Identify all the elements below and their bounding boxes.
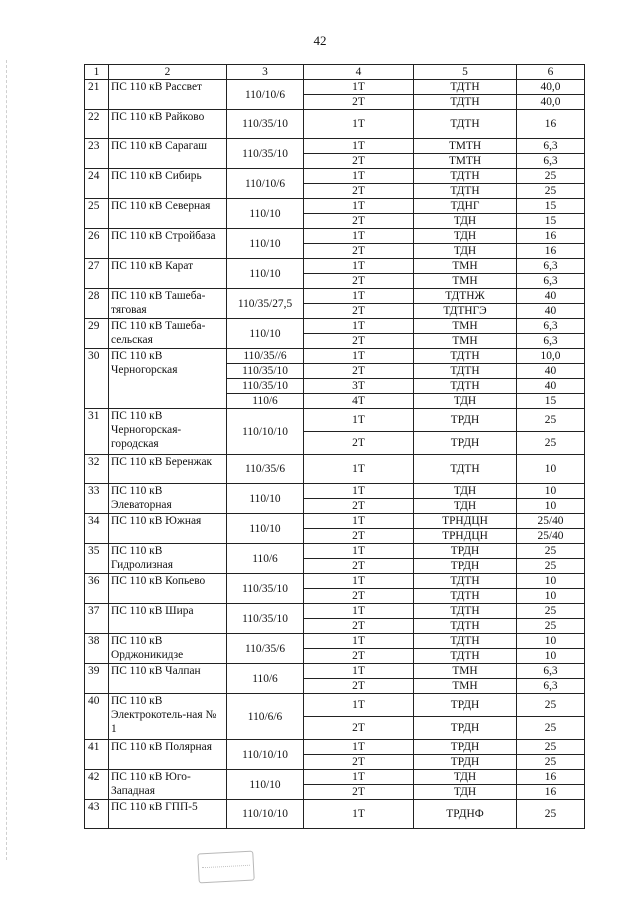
row-number: 22 — [85, 110, 109, 139]
voltage-class: 110/10/6 — [227, 169, 304, 199]
row-number: 34 — [85, 514, 109, 544]
rated-power: 16 — [517, 770, 585, 785]
transformer-type: ТДТН — [414, 589, 517, 604]
substation-name: ПС 110 кВ Рассвет — [109, 80, 227, 110]
rated-power: 25 — [517, 184, 585, 199]
transformer-id: 2Т — [304, 619, 414, 634]
row-number: 27 — [85, 259, 109, 289]
transformer-type: ТРДН — [414, 740, 517, 755]
row-number: 21 — [85, 80, 109, 110]
transformer-type: ТРДН — [414, 717, 517, 740]
transformer-id: 1Т — [304, 169, 414, 184]
transformer-type: ТДТН — [414, 379, 517, 394]
transformer-id: 2Т — [304, 214, 414, 229]
rated-power: 15 — [517, 394, 585, 409]
transformer-id: 4Т — [304, 394, 414, 409]
transformer-id: 1Т — [304, 574, 414, 589]
transformer-id: 2Т — [304, 755, 414, 770]
voltage-class: 110/6 — [227, 664, 304, 694]
transformer-id: 1Т — [304, 319, 414, 334]
transformer-id: 2Т — [304, 244, 414, 259]
table-body — [85, 80, 585, 829]
row-number: 39 — [85, 664, 109, 694]
transformer-id: 2Т — [304, 184, 414, 199]
substation-name: ПС 110 кВ Элеваторная — [109, 484, 227, 514]
voltage-class: 110/35/10 — [227, 574, 304, 604]
transformer-id: 2Т — [304, 364, 414, 379]
transformer-type: ТДН — [414, 244, 517, 259]
transformer-id: 2Т — [304, 304, 414, 319]
transformer-type: ТРДН — [414, 432, 517, 455]
transformer-id: 1Т — [304, 80, 414, 95]
transformer-id: 3Т — [304, 379, 414, 394]
table-row — [85, 604, 585, 619]
table-row — [85, 199, 585, 214]
substation-name: ПС 110 кВ ГПП-5 — [109, 800, 227, 829]
transformer-id: 1Т — [304, 289, 414, 304]
table-row — [85, 80, 585, 95]
transformer-id: 1Т — [304, 800, 414, 829]
rated-power: 6,3 — [517, 319, 585, 334]
voltage-class: 110/6/6 — [227, 694, 304, 740]
column-header: 4 — [304, 65, 414, 80]
rated-power: 15 — [517, 199, 585, 214]
table-header-row — [85, 65, 585, 80]
substation-name: ПС 110 кВ Беренжак — [109, 455, 227, 484]
column-header: 3 — [227, 65, 304, 80]
transformer-type: ТРДН — [414, 755, 517, 770]
row-number: 42 — [85, 770, 109, 800]
transformer-type: ТДН — [414, 214, 517, 229]
rated-power: 16 — [517, 785, 585, 800]
transformer-id: 2Т — [304, 334, 414, 349]
transformer-id: 2Т — [304, 559, 414, 574]
table-row — [85, 634, 585, 649]
transformer-type: ТДТН — [414, 649, 517, 664]
transformer-type: ТРДН — [414, 694, 517, 717]
transformer-id: 1Т — [304, 634, 414, 649]
voltage-class: 110/10 — [227, 514, 304, 544]
transformer-id: 1Т — [304, 139, 414, 154]
rated-power: 25 — [517, 544, 585, 559]
transformer-type: ТДН — [414, 499, 517, 514]
table-row — [85, 694, 585, 717]
transformer-type: ТДН — [414, 229, 517, 244]
transformer-type: ТДТН — [414, 455, 517, 484]
row-number: 43 — [85, 800, 109, 829]
table-row — [85, 484, 585, 499]
transformer-type: ТДТН — [414, 604, 517, 619]
transformer-type: ТДТН — [414, 574, 517, 589]
substation-name: ПС 110 кВ Южная — [109, 514, 227, 544]
transformer-type: ТМТН — [414, 154, 517, 169]
column-header: 6 — [517, 65, 585, 80]
substation-name: ПС 110 кВ Сибирь — [109, 169, 227, 199]
rated-power: 25 — [517, 604, 585, 619]
rated-power: 10 — [517, 499, 585, 514]
rated-power: 6,3 — [517, 259, 585, 274]
voltage-class: 110/10/10 — [227, 740, 304, 770]
table-row — [85, 800, 585, 829]
transformer-id: 2Т — [304, 95, 414, 110]
voltage-class: 110/35/10 — [227, 604, 304, 634]
substation-name: ПС 110 кВ Шира — [109, 604, 227, 634]
substation-name: ПС 110 кВ Черногорская-городская — [109, 409, 227, 455]
transformer-type: ТМТН — [414, 139, 517, 154]
transformer-type: ТДТН — [414, 110, 517, 139]
table-row — [85, 740, 585, 755]
transformer-type: ТМН — [414, 664, 517, 679]
rated-power: 16 — [517, 110, 585, 139]
transformer-type: ТМН — [414, 274, 517, 289]
rated-power: 40 — [517, 289, 585, 304]
voltage-class: 110/6 — [227, 544, 304, 574]
transformer-id: 2Т — [304, 785, 414, 800]
rated-power: 25 — [517, 717, 585, 740]
rated-power: 10 — [517, 455, 585, 484]
rated-power: 25 — [517, 694, 585, 717]
substation-name: ПС 110 кВ Северная — [109, 199, 227, 229]
transformer-id: 2Т — [304, 649, 414, 664]
row-number: 24 — [85, 169, 109, 199]
substation-name: ПС 110 кВ Юго-Западная — [109, 770, 227, 800]
row-number: 41 — [85, 740, 109, 770]
transformer-type: ТДТН — [414, 619, 517, 634]
rated-power: 10 — [517, 634, 585, 649]
substation-name: ПС 110 кВ Электрокотель-ная № 1 — [109, 694, 227, 740]
row-number: 31 — [85, 409, 109, 455]
transformer-id: 1Т — [304, 544, 414, 559]
transformer-id: 2Т — [304, 679, 414, 694]
substation-name: ПС 110 кВ Чалпан — [109, 664, 227, 694]
substation-name: ПС 110 кВ Ташеба-сельская — [109, 319, 227, 349]
document-stamp — [197, 851, 254, 884]
transformer-type: ТДН — [414, 394, 517, 409]
transformer-type: ТМН — [414, 679, 517, 694]
transformer-table — [84, 64, 585, 829]
voltage-class: 110/10 — [227, 484, 304, 514]
transformer-type: ТМН — [414, 334, 517, 349]
substation-name: ПС 110 кВ Гидролизная — [109, 544, 227, 574]
substation-name: ПС 110 кВ Райково — [109, 110, 227, 139]
rated-power: 40 — [517, 379, 585, 394]
rated-power: 40,0 — [517, 80, 585, 95]
transformer-type: ТРНДЦН — [414, 529, 517, 544]
transformer-id: 1Т — [304, 770, 414, 785]
voltage-class: 110/35/6 — [227, 634, 304, 664]
table-row — [85, 289, 585, 304]
rated-power: 10 — [517, 649, 585, 664]
row-number: 25 — [85, 199, 109, 229]
row-number: 32 — [85, 455, 109, 484]
table-row — [85, 229, 585, 244]
rated-power: 10 — [517, 574, 585, 589]
table-row — [85, 259, 585, 274]
rated-power: 25 — [517, 740, 585, 755]
transformer-id: 1Т — [304, 740, 414, 755]
rated-power: 40,0 — [517, 95, 585, 110]
table-row — [85, 770, 585, 785]
row-number: 28 — [85, 289, 109, 319]
table-row — [85, 349, 585, 364]
row-number: 33 — [85, 484, 109, 514]
row-number: 23 — [85, 139, 109, 169]
column-header: 2 — [109, 65, 227, 80]
transformer-type: ТДН — [414, 785, 517, 800]
transformer-id: 2Т — [304, 529, 414, 544]
voltage-class: 110/6 — [227, 394, 304, 409]
voltage-class: 110/10/6 — [227, 80, 304, 110]
rated-power: 6,3 — [517, 139, 585, 154]
transformer-id: 1Т — [304, 259, 414, 274]
substation-name: ПС 110 кВ Орджоникидзе — [109, 634, 227, 664]
table-row — [85, 455, 585, 484]
transformer-id: 1Т — [304, 409, 414, 432]
transformer-id: 1Т — [304, 664, 414, 679]
rated-power: 10,0 — [517, 349, 585, 364]
voltage-class: 110/10 — [227, 319, 304, 349]
row-number: 29 — [85, 319, 109, 349]
transformer-type: ТМН — [414, 319, 517, 334]
transformer-type: ТРДН — [414, 409, 517, 432]
rated-power: 10 — [517, 484, 585, 499]
transformer-type: ТДТНЖ — [414, 289, 517, 304]
voltage-class: 110/10/10 — [227, 800, 304, 829]
transformer-type: ТМН — [414, 259, 517, 274]
rated-power: 25/40 — [517, 514, 585, 529]
table-row — [85, 514, 585, 529]
row-number: 38 — [85, 634, 109, 664]
voltage-class: 110/10 — [227, 229, 304, 259]
table-row — [85, 169, 585, 184]
transformer-type: ТДТН — [414, 80, 517, 95]
table-row — [85, 319, 585, 334]
transformer-id: 2Т — [304, 589, 414, 604]
column-header: 5 — [414, 65, 517, 80]
transformer-type: ТРНДЦН — [414, 514, 517, 529]
table-row — [85, 574, 585, 589]
page-margin-line — [6, 60, 7, 860]
rated-power: 6,3 — [517, 664, 585, 679]
rated-power: 25/40 — [517, 529, 585, 544]
substation-name: ПС 110 кВ Копьево — [109, 574, 227, 604]
voltage-class: 110/35/10 — [227, 110, 304, 139]
transformer-id: 1Т — [304, 349, 414, 364]
transformer-type: ТДТН — [414, 169, 517, 184]
row-number: 26 — [85, 229, 109, 259]
transformer-type: ТДТН — [414, 364, 517, 379]
substation-name: ПС 110 кВ Полярная — [109, 740, 227, 770]
voltage-class: 110/35/27,5 — [227, 289, 304, 319]
rated-power: 10 — [517, 589, 585, 604]
voltage-class: 110/10 — [227, 770, 304, 800]
substation-name: ПС 110 кВ Сарагаш — [109, 139, 227, 169]
transformer-type: ТРДНФ — [414, 800, 517, 829]
transformer-id: 1Т — [304, 484, 414, 499]
voltage-class: 110/35/10 — [227, 139, 304, 169]
voltage-class: 110/35/10 — [227, 379, 304, 394]
transformer-type: ТДНГ — [414, 199, 517, 214]
rated-power: 25 — [517, 409, 585, 432]
rated-power: 25 — [517, 755, 585, 770]
row-number: 37 — [85, 604, 109, 634]
rated-power: 25 — [517, 619, 585, 634]
rated-power: 40 — [517, 304, 585, 319]
table-row — [85, 664, 585, 679]
transformer-type: ТДН — [414, 484, 517, 499]
transformer-id: 2Т — [304, 499, 414, 514]
transformer-id: 2Т — [304, 154, 414, 169]
table-row — [85, 544, 585, 559]
page-number: 42 — [313, 33, 327, 48]
rated-power: 25 — [517, 432, 585, 455]
transformer-id: 1Т — [304, 694, 414, 717]
transformer-id: 1Т — [304, 514, 414, 529]
rated-power: 25 — [517, 800, 585, 829]
voltage-class: 110/10/10 — [227, 409, 304, 455]
transformer-id: 2Т — [304, 274, 414, 289]
rated-power: 6,3 — [517, 274, 585, 289]
transformer-id: 1Т — [304, 199, 414, 214]
row-number: 40 — [85, 694, 109, 740]
column-header: 1 — [85, 65, 109, 80]
voltage-class: 110/10 — [227, 259, 304, 289]
transformer-type: ТДТНГЭ — [414, 304, 517, 319]
voltage-class: 110/35/6 — [227, 455, 304, 484]
table-row — [85, 409, 585, 432]
rated-power: 40 — [517, 364, 585, 379]
transformer-type: ТДТН — [414, 634, 517, 649]
transformer-type: ТДТН — [414, 349, 517, 364]
transformer-type: ТДТН — [414, 184, 517, 199]
transformer-id: 2Т — [304, 717, 414, 740]
transformer-type: ТРДН — [414, 559, 517, 574]
transformer-id: 1Т — [304, 229, 414, 244]
row-number: 36 — [85, 574, 109, 604]
table-row — [85, 139, 585, 154]
table-row — [85, 110, 585, 139]
transformer-type: ТДН — [414, 770, 517, 785]
transformer-id: 1Т — [304, 110, 414, 139]
rated-power: 16 — [517, 229, 585, 244]
transformer-type: ТДТН — [414, 95, 517, 110]
substation-name: ПС 110 кВ Черногорская — [109, 349, 227, 409]
rated-power: 25 — [517, 169, 585, 184]
substation-name: ПС 110 кВ Стройбаза — [109, 229, 227, 259]
row-number: 35 — [85, 544, 109, 574]
rated-power: 6,3 — [517, 154, 585, 169]
substation-name: ПС 110 кВ Ташеба-тяговая — [109, 289, 227, 319]
transformer-id: 1Т — [304, 455, 414, 484]
rated-power: 25 — [517, 559, 585, 574]
voltage-class: 110/10 — [227, 199, 304, 229]
voltage-class: 110/35/10 — [227, 364, 304, 379]
row-number: 30 — [85, 349, 109, 409]
rated-power: 6,3 — [517, 334, 585, 349]
transformer-type: ТРДН — [414, 544, 517, 559]
transformer-id: 1Т — [304, 604, 414, 619]
rated-power: 6,3 — [517, 679, 585, 694]
substation-name: ПС 110 кВ Карат — [109, 259, 227, 289]
transformer-id: 2Т — [304, 432, 414, 455]
voltage-class: 110/35//6 — [227, 349, 304, 364]
rated-power: 16 — [517, 244, 585, 259]
rated-power: 15 — [517, 214, 585, 229]
